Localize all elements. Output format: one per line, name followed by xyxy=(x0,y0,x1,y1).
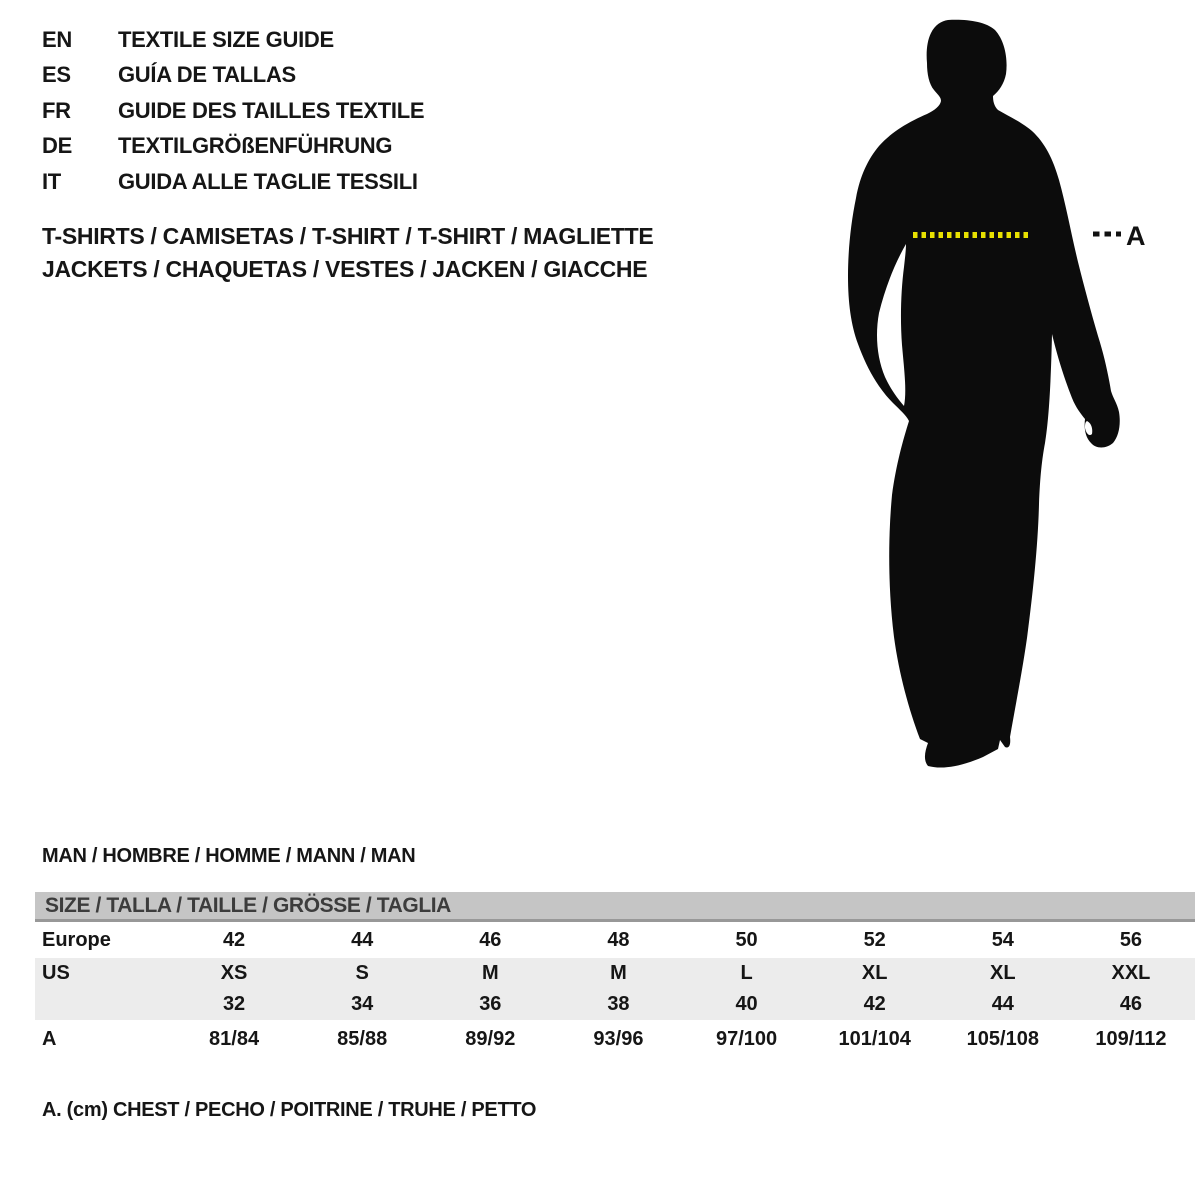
table-cell: XXL xyxy=(1111,962,1151,984)
table-cell: 105/108 xyxy=(966,1027,1039,1050)
table-cell: 36 xyxy=(479,993,502,1015)
language-title: GUIDE DES TAILLES TEXTILE xyxy=(118,97,425,123)
table-row-us xyxy=(35,958,1195,989)
language-code: FR xyxy=(42,97,71,123)
table-cell: S xyxy=(355,962,369,984)
table-cell: 46 xyxy=(479,928,502,951)
table-cell: 109/112 xyxy=(1095,1027,1167,1050)
table-cell: 54 xyxy=(991,928,1014,951)
category-line-tshirts: T-SHIRTS / CAMISETAS / T-SHIRT / T-SHIRT / MAGLIETTE xyxy=(42,223,654,249)
table-cell: 50 xyxy=(735,928,758,951)
table-cell: 44 xyxy=(351,928,374,951)
table-cell: 101/104 xyxy=(838,1027,911,1050)
table-cell: M xyxy=(610,962,627,984)
table-cell: 46 xyxy=(1119,993,1143,1015)
table-cell: XL xyxy=(861,962,888,984)
table-row-numeric xyxy=(35,989,1195,1020)
table-cell: 38 xyxy=(607,993,630,1015)
man-silhouette xyxy=(848,20,1120,768)
table-cell: 42 xyxy=(222,928,246,951)
footnote-chest: A. (cm) CHEST / PECHO / POITRINE / TRUHE / PETTO xyxy=(42,1099,537,1121)
language-code: ES xyxy=(42,62,71,88)
language-code: DE xyxy=(42,133,72,159)
language-code: IT xyxy=(42,168,61,194)
size-table-header: SIZE / TALLA / TAILLE / GRÖSSE / TAGLIA xyxy=(35,892,1195,922)
table-row-chest-a xyxy=(35,1020,1195,1058)
language-title: TEXTILE SIZE GUIDE xyxy=(118,26,334,52)
row-label: US xyxy=(42,962,70,984)
language-title: GUIDA ALLE TAGLIE TESSILI xyxy=(118,168,418,194)
table-cell: 97/100 xyxy=(715,1027,778,1050)
table-cell: M xyxy=(481,962,499,984)
table-cell: 40 xyxy=(735,993,758,1015)
table-cell: XS xyxy=(220,962,248,984)
row-label: A xyxy=(42,1027,57,1050)
table-cell: 32 xyxy=(222,993,246,1015)
language-title: TEXTILGRÖßENFÜHRUNG xyxy=(118,133,393,159)
table-cell: 34 xyxy=(351,993,374,1015)
table-cell: XL xyxy=(990,962,1016,984)
table-cell: 85/88 xyxy=(337,1027,388,1050)
table-cell: 93/96 xyxy=(593,1027,644,1050)
table-cell: 81/84 xyxy=(209,1027,260,1050)
table-cell: L xyxy=(740,962,753,984)
row-label: Europe xyxy=(42,928,111,951)
language-title: GUÍA DE TALLAS xyxy=(118,62,296,88)
section-title-man: MAN / HOMBRE / HOMME / MANN / MAN xyxy=(42,845,416,867)
measure-label-a: A xyxy=(1126,221,1146,251)
table-cell: 56 xyxy=(1119,928,1143,951)
category-line-jackets: JACKETS / CHAQUETAS / VESTES / JACKEN / GIACCHE xyxy=(42,256,648,282)
table-cell: 52 xyxy=(863,928,886,951)
table-cell: 44 xyxy=(991,993,1014,1015)
table-cell: 42 xyxy=(863,993,886,1015)
table-cell: 89/92 xyxy=(465,1027,516,1050)
size-table xyxy=(35,892,1195,1058)
table-row-europe xyxy=(35,922,1195,958)
table-cell: 48 xyxy=(607,928,630,951)
language-code: EN xyxy=(42,26,72,52)
